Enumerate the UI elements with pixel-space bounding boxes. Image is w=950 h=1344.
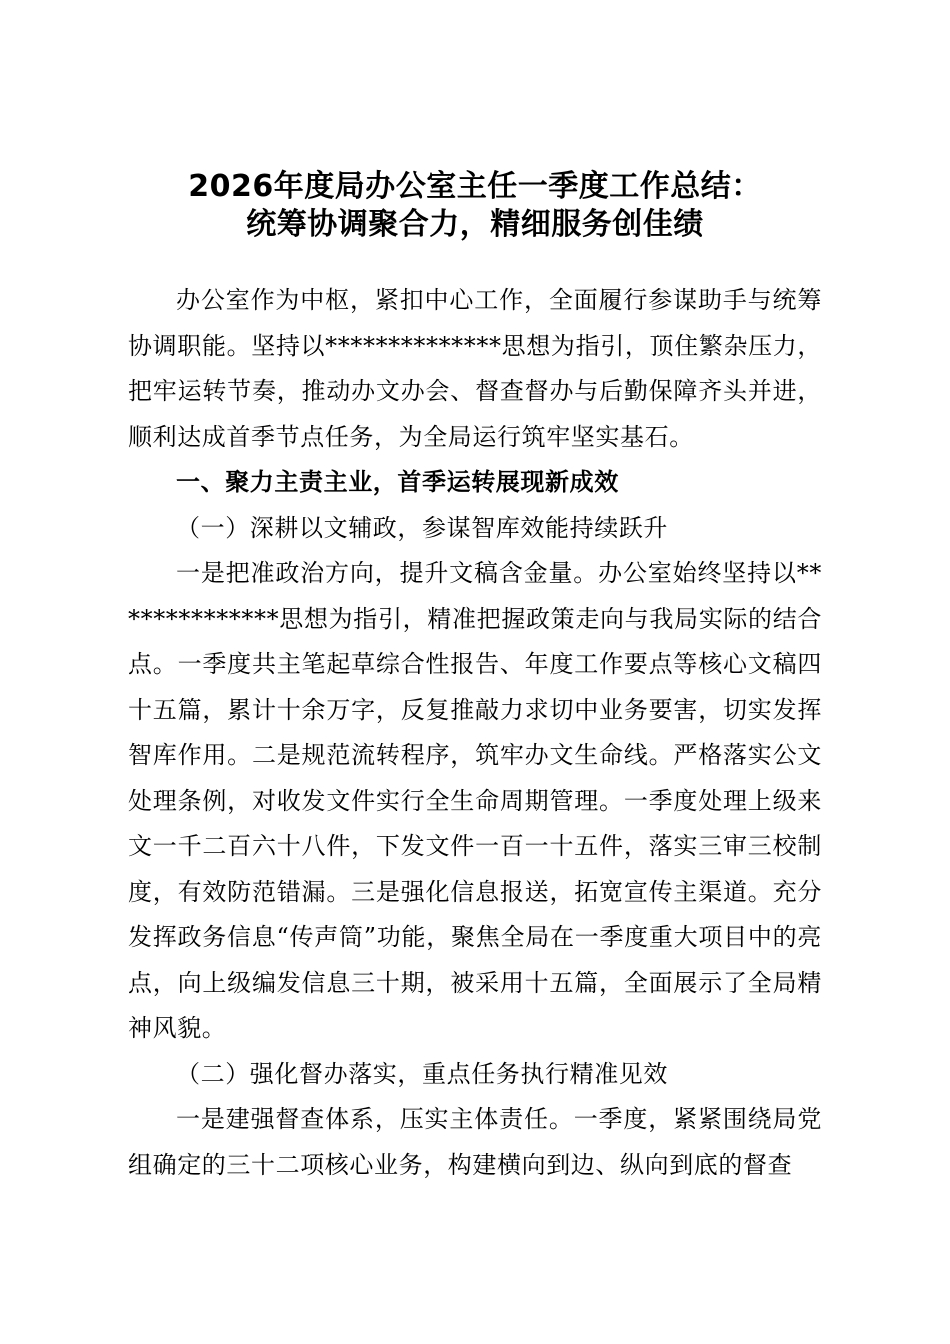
intro-paragraph: 办公室作为中枢，紧扣中心工作，全面履行参谋助手与统筹协调职能。坚持以**************思想为指引，顶住繁杂压力，把牢运转节奏，推动办文办会、督查督办与后勤保障齐头并进，顺利达成首季节点任务，为全局运行筑牢坚实基石。	[128, 286, 822, 451]
subsection-2-paragraph: 一是建强督查体系，压实主体责任。一季度，紧紧围绕局党组确定的三十二项核心业务，构建横向到边、纵向到底的督查	[128, 1105, 822, 1179]
document-content	[128, 168, 822, 1188]
title-line-1: 2026年度局办公室主任一季度工作总结：	[188, 169, 762, 204]
subsection-1-heading: （一）深耕以文辅政，参谋智库效能持续跃升	[176, 513, 668, 542]
document-title	[128, 168, 822, 244]
document-body	[128, 278, 822, 1188]
subsection-2-heading: （二）强化督办落实，重点任务执行精准见效	[176, 1059, 668, 1088]
subsection-1-paragraph: 一是把准政治方向，提升文稿含金量。办公室始终坚持以**************思想为指引，精准把握政策走向与我局实际的结合点。一季度共主笔起草综合性报告、年度工作要点等核心文稿四十五篇，累计十余万字，反复推敲力求切中业务要害，切实发挥智库作用。二是规范流转程序，筑牢办文生命线。严格落实公文处理条例，对收发文件实行全生命周期管理。一季度处理上级来文一千二百六十八件，下发文件一百一十五件，落实三审三校制度，有效防范错漏。三是强化信息报送，拓宽宣传主渠道。充分发挥政务信息“传声筒”功能，聚焦全局在一季度重大项目中的亮点，向上级编发信息三十期，被采用十五篇，全面展示了全局精神风貌。	[128, 559, 822, 1042]
section-1-heading: 一、聚力主责主业，首季运转展现新成效	[176, 468, 619, 496]
title-line-2: 统筹协调聚合力，精细服务创佳绩	[246, 207, 704, 242]
